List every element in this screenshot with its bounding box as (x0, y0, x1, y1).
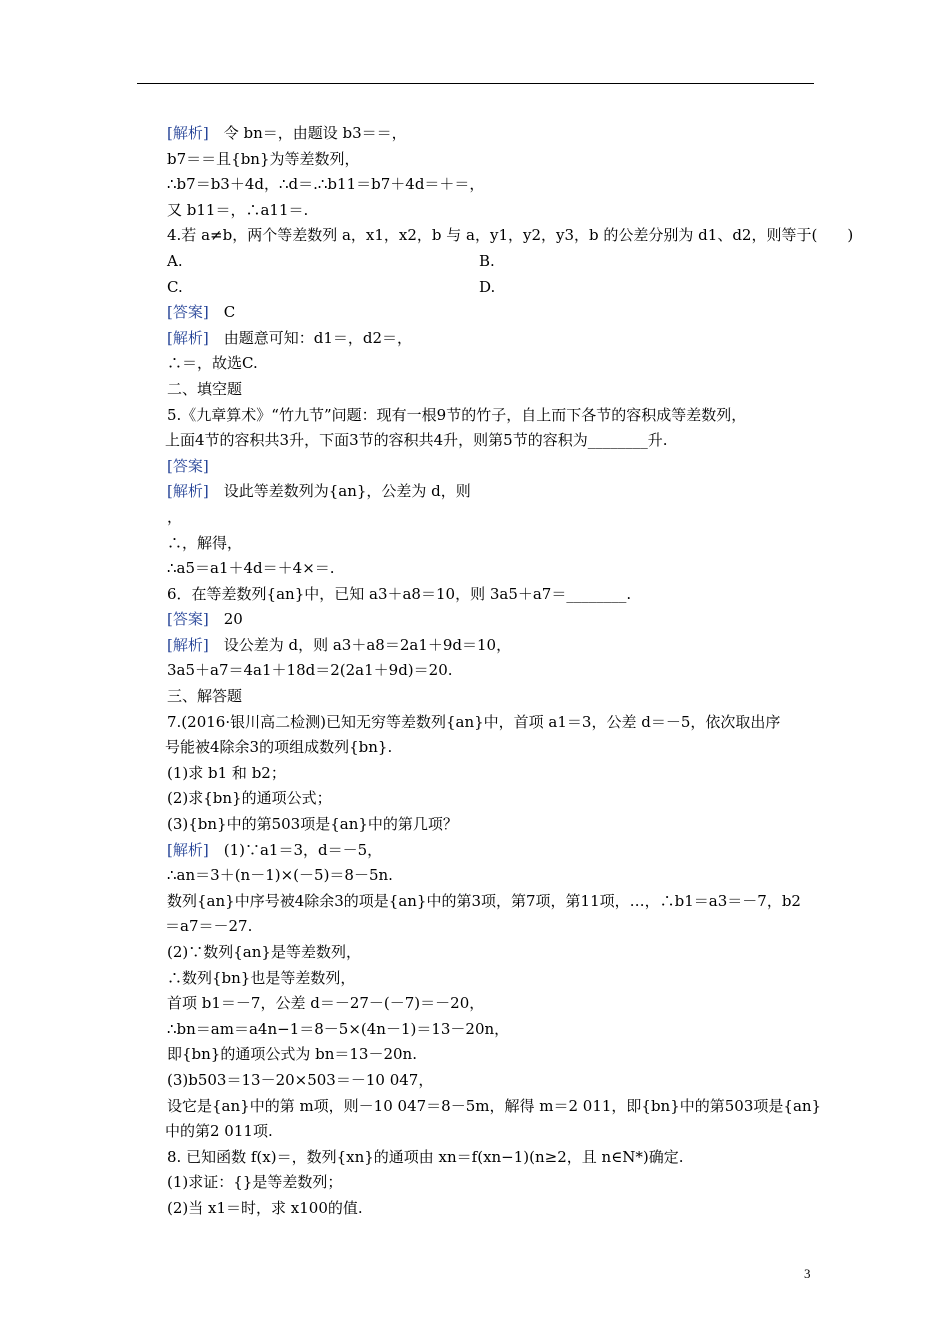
analysis-line (167, 479, 817, 505)
option-d: D. (479, 277, 496, 296)
answer-line (167, 300, 817, 326)
question-7-cont: 号能被4除余3的项组成数列{bn}. (165, 738, 393, 757)
question-5: 5.《九章算术》“竹九节”问题：现有一根9节的竹子，自上而下各节的容积成等差数列， (167, 405, 747, 424)
text-line: (1)求证：{}是等差数列； (167, 1173, 343, 1192)
text-line: ∴数列{bn}也是等差数列， (167, 968, 356, 987)
text-line: ∴b7＝b3＋4d，∴d＝.∴b11＝b7＋4d＝＋＝， (167, 175, 485, 194)
header-rule (137, 83, 814, 84)
text-line: 中的第2 011项. (165, 1122, 273, 1141)
text-line: 3a5＋a7＝4a1＋18d＝2(2a1＋9d)＝20. (167, 661, 453, 680)
page-content (165, 121, 854, 1222)
section-tag: [答案] (167, 456, 209, 475)
text-line: (2)当 x1＝时，求 x100的值. (167, 1198, 363, 1217)
section-tag: [解析] (167, 328, 209, 347)
tag-text: 设公差为 d，则 a3＋a8＝2a1＋9d＝10， (208, 635, 512, 654)
tag-text: 设此等差数列为{an}，公差为 d，则 (208, 482, 471, 501)
text-line: (3)b503＝13－20×503＝－10 047， (167, 1070, 434, 1089)
analysis-line (167, 633, 817, 659)
section-tag: [解析] (167, 124, 209, 142)
section-heading: 二、填空题 (167, 379, 243, 398)
answer-line (167, 454, 817, 480)
text-line: ∴a5＝a1＋4d＝＋4×＝. (167, 559, 335, 578)
tag-text: C (208, 303, 236, 322)
answer-line (167, 607, 817, 633)
option-a: A. (167, 251, 183, 270)
options-row-ab (167, 249, 817, 275)
text-line: 即{bn}的通项公式为 bn＝13－20n. (167, 1045, 417, 1064)
section-tag: [答案] (167, 610, 209, 629)
question-7: 7.(2016·银川高二检测)已知无穷等差数列{an}中，首项 a1＝3，公差 d＝－5，依次取出序 (167, 712, 781, 731)
question-4: 4.若 a≠b，两个等差数列 a，x1，x2，b 与 a，y1，y2，y3，b 的公差分别为 d1、d2，则等于( ) (167, 226, 854, 245)
tag-text: (1)∵a1＝3，d＝－5， (208, 840, 383, 859)
text-line: ∴bn＝am＝a4n−1＝8－5×(4n－1)＝13－20n， (167, 1019, 510, 1038)
tag-text: 由题意可知：d1＝，d2＝， (208, 328, 413, 347)
section-tag: [答案] (167, 303, 209, 322)
section-tag: [解析] (167, 840, 209, 859)
text-line: ， (167, 507, 183, 526)
text-line: ∴＝，故选C. (167, 354, 258, 373)
section-heading: 三、解答题 (167, 687, 243, 706)
tag-text: 20 (208, 610, 243, 629)
text-line: ∴an＝3＋(n－1)×(－5)＝8－5n. (167, 866, 393, 885)
text-line: 首项 b1＝－7，公差 d＝－27－(－7)＝－20， (167, 994, 485, 1013)
option-c: C. (167, 277, 183, 296)
options-row-cd (167, 275, 817, 301)
question-8: 8. 已知函数 f(x)＝，数列{xn}的通项由 xn＝f(xn−1)(n≥2，且 n∈N*)确定. (167, 1147, 684, 1166)
section-tag: [解析] (167, 482, 209, 501)
option-b: B. (479, 251, 495, 270)
text-line: b7＝＝且{bn}为等差数列， (167, 149, 360, 168)
text-line (167, 121, 817, 147)
analysis-line (167, 838, 817, 864)
text-line: ∴，解得， (167, 533, 243, 552)
text-line: (3){bn}中的第503项是{an}中的第几项？ (167, 815, 458, 834)
text-line: (2)求{bn}的通项公式； (167, 789, 332, 808)
question-5-cont: 上面4节的容积共3升，下面3节的容积共4升，则第5节的容积为________升. (165, 431, 668, 450)
text-line: 设它是{an}中的第 m项，则－10 047＝8－5m，解得 m＝2 011，即{bn}中的第503项是{an} (167, 1096, 822, 1115)
text-line: (1)求 b1 和 b2； (167, 763, 286, 782)
section-tag: [解析] (167, 635, 209, 654)
analysis-line (167, 326, 817, 352)
text-line: 又 b11＝，∴a11＝. (167, 200, 309, 219)
text-line: (2)∵数列{an}是等差数列， (167, 943, 361, 961)
question-6: 6．在等差数列{an}中，已知 a3＋a8＝10，则 3a5＋a7＝________. (167, 584, 632, 603)
tag-text: 令 bn＝，由题设 b3＝＝， (208, 124, 407, 142)
text-line: 数列{an}中序号被4除余3的项是{an}中的第3项，第7项，第11项，…，∴b1＝a3＝－7，b2 (167, 891, 801, 910)
text-line: ＝a7＝－27. (165, 917, 253, 936)
page-number: 3 (804, 1266, 811, 1281)
